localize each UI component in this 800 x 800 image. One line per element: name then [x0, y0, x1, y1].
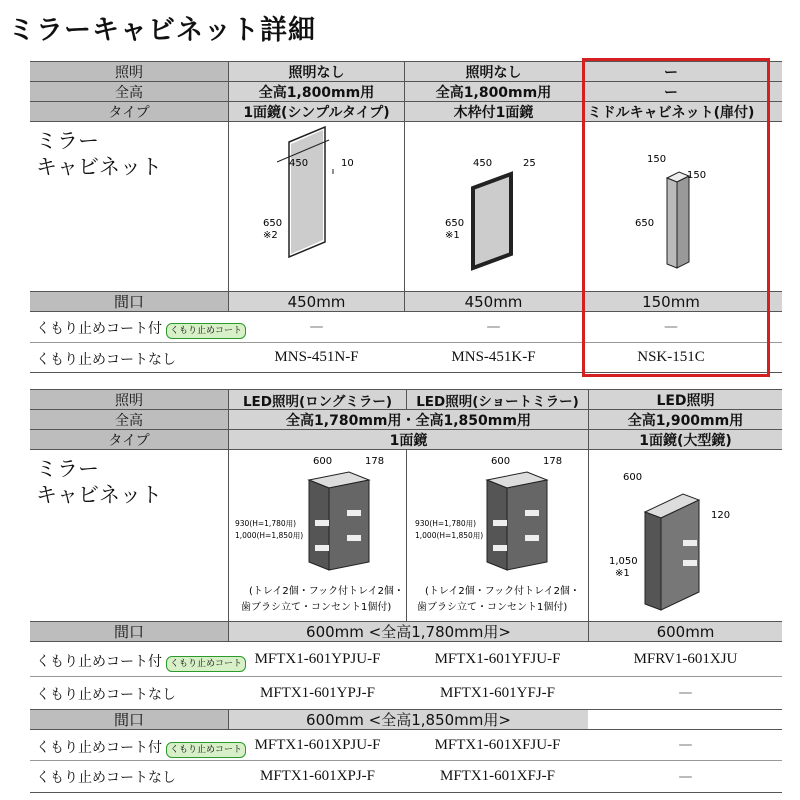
label-coat: くもり止めコート付 くもり止めコート — [36, 651, 246, 672]
r3-c2: MFTX1-601XFJU-F — [434, 736, 561, 753]
dim-w: 450 — [473, 158, 493, 169]
highlight-box — [582, 58, 770, 377]
r3-c1: MFTX1-601XPJU-F — [254, 736, 381, 753]
r4-c3: — — [678, 768, 693, 785]
dim-d: 178 — [365, 456, 385, 467]
label-nocoat: くもり止めコートなし — [36, 687, 176, 703]
col3-height: ー — [664, 84, 678, 101]
note-2: 歯ブラシ立て・コンセント1個付) — [417, 602, 568, 613]
label-cabinet: キャビネット — [36, 483, 162, 507]
r2-c1: MFTX1-601YPJ-F — [259, 684, 376, 701]
label-type: タイプ — [108, 432, 150, 449]
dim-d: 178 — [543, 456, 563, 467]
col3-height: 全高1,900mm用 — [627, 412, 744, 429]
anti-fog-badge: くもり止めコート — [166, 742, 246, 758]
label-type: タイプ — [108, 104, 150, 121]
r3-c3: — — [678, 737, 693, 753]
label-coat-1850: くもり止めコート付 くもり止めコート — [36, 737, 246, 758]
label-cabinet: キャビネット — [36, 155, 162, 179]
col3-lighting: LED照明 — [656, 392, 715, 409]
dim-h: 650 — [263, 218, 283, 229]
col12-width-1850: 600mm <全高1,850mm用> — [306, 711, 511, 729]
dim-w: 150 — [647, 154, 667, 165]
dim-d: 150 — [687, 170, 707, 181]
label-mirror: ミラー — [36, 457, 99, 481]
col1-coat: — — [309, 319, 324, 335]
page-title: ミラーキャビネット詳細 — [8, 15, 316, 46]
col2-lighting: LED照明(ショートミラー) — [416, 393, 579, 409]
col3-width: 600mm — [656, 622, 715, 641]
col1-width: 450mm — [287, 292, 346, 311]
dim-d: 120 — [711, 510, 731, 521]
dim-h: 650 — [635, 218, 655, 229]
dim-h1: 930(H=1,780用) — [415, 519, 477, 528]
mirror-drawing-wood — [405, 122, 582, 291]
anti-fog-badge: くもり止めコート — [166, 323, 246, 339]
r1-c1: MFTX1-601YPJU-F — [254, 650, 381, 667]
col1-nocoat: MNS-451N-F — [274, 349, 359, 365]
label-width-1850: 間口 — [113, 711, 144, 729]
dim-h: 1,050 — [609, 556, 638, 567]
col12-width: 600mm <全高1,780mm用> — [306, 623, 511, 641]
note-1: (トレイ2個・フック付トレイ2個・ — [249, 586, 404, 597]
dim-note: ※2 — [263, 230, 278, 241]
label-width: 間口 — [113, 293, 144, 311]
cabinet-drawing-large — [589, 450, 782, 621]
r4-c1: MFTX1-601XPJ-F — [259, 768, 376, 784]
dim-h2: 1,000(H=1,850用) — [235, 531, 304, 540]
col3-nocoat: NSK-151C — [637, 349, 705, 365]
dim-note: ※1 — [615, 568, 630, 579]
note-1: (トレイ2個・フック付トレイ2個・ — [425, 586, 580, 597]
col3-lighting: ー — [664, 64, 678, 81]
dim-h1: 930(H=1,780用) — [235, 519, 297, 528]
col1-height: 全高1,800mm用 — [258, 84, 375, 101]
r4-c2: MFTX1-601XFJ-F — [439, 768, 556, 784]
note-2: 歯ブラシ立て・コンセント1個付) — [241, 602, 392, 613]
mirror-drawing-simple — [229, 122, 404, 291]
cabinet-drawing-long — [229, 450, 406, 621]
dim-h: 650 — [445, 218, 465, 229]
col1-lighting: 照明なし — [288, 64, 345, 81]
col12-height: 全高1,780mm用・全高1,850mm用 — [286, 412, 531, 429]
label-mirror: ミラー — [36, 129, 99, 153]
dim-w: 600 — [491, 456, 511, 467]
col1-type: 1面鏡(シンプルタイプ) — [243, 104, 390, 121]
label-lighting: 照明 — [115, 392, 143, 409]
dim-w: 450 — [289, 158, 309, 169]
label-nocoat-1850: くもり止めコートなし — [36, 770, 176, 786]
cabinet-drawing-short — [407, 450, 588, 621]
col2-type: 木枠付1面鏡 — [453, 104, 534, 121]
col1-lighting: LED照明(ロングミラー) — [242, 393, 393, 409]
dim-note: ※1 — [445, 230, 460, 241]
label-lighting: 照明 — [115, 64, 143, 81]
label-coat: くもり止めコート付 くもり止めコート — [36, 318, 246, 339]
col3-type: 1面鏡(大型鏡) — [639, 432, 732, 449]
r1-c3: MFRV1-601XJU — [633, 650, 738, 667]
label-nocoat: くもり止めコートなし — [36, 352, 176, 368]
r2-c2: MFTX1-601YFJ-F — [439, 684, 556, 701]
col3-coat: — — [664, 319, 678, 335]
anti-fog-badge: くもり止めコート — [166, 656, 246, 672]
col3-type: ミドルキャビネット(扉付) — [587, 104, 755, 121]
dim-w: 600 — [313, 456, 333, 467]
label-height: 全高 — [115, 412, 143, 429]
r1-c2: MFTX1-601YFJU-F — [434, 650, 561, 667]
col2-width: 450mm — [464, 292, 523, 311]
col3-width: 150mm — [642, 292, 700, 311]
label-height: 全高 — [115, 84, 143, 101]
dim-h2: 1,000(H=1,850用) — [415, 531, 484, 540]
col12-type: 1面鏡 — [389, 432, 428, 449]
r2-c3: — — [678, 685, 693, 701]
dim-d: 10 — [341, 158, 354, 169]
col2-coat: — — [486, 319, 501, 335]
dim-w: 600 — [623, 472, 643, 483]
col2-lighting: 照明なし — [465, 64, 522, 81]
dim-d: 25 — [523, 158, 536, 169]
col2-nocoat: MNS-451K-F — [451, 349, 536, 365]
label-width: 間口 — [113, 623, 144, 641]
col2-height: 全高1,800mm用 — [435, 84, 552, 101]
